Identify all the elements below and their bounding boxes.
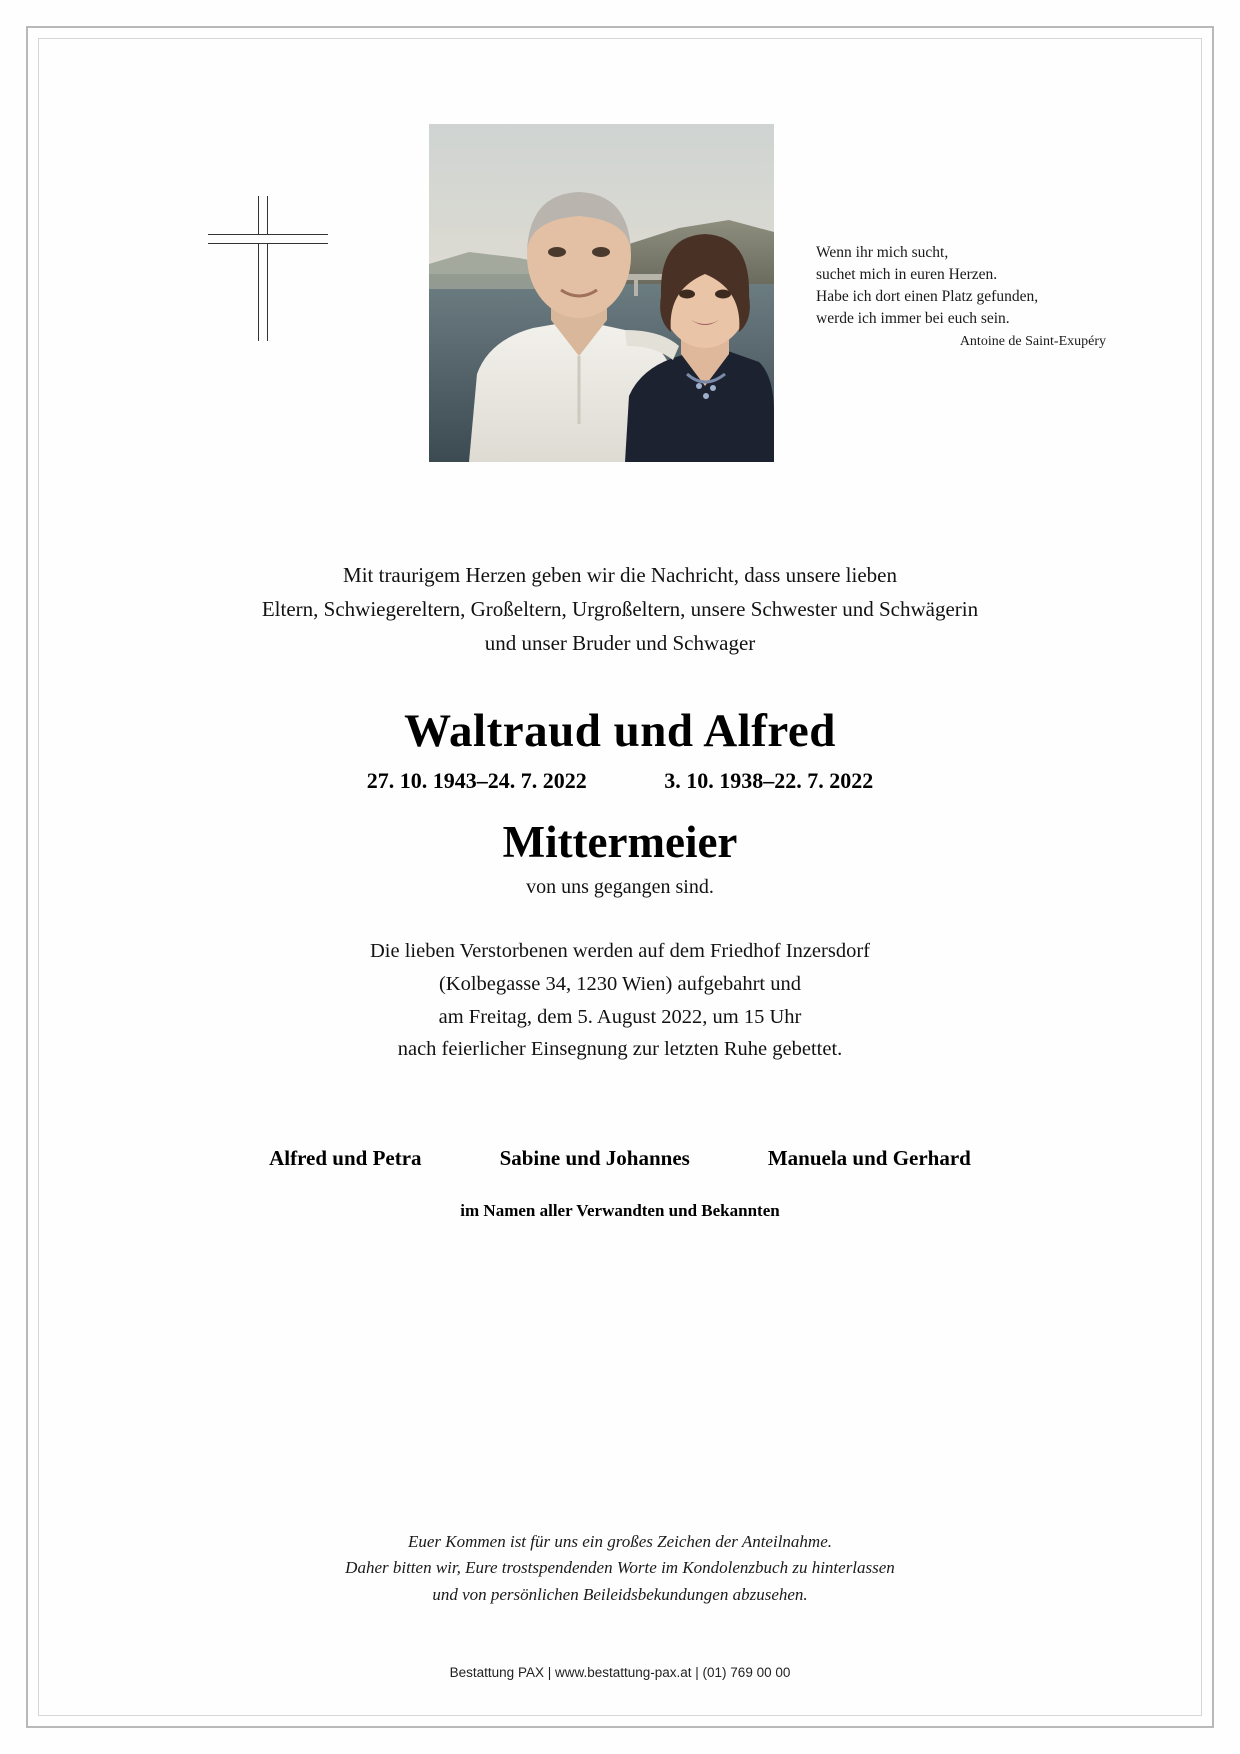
- deceased-date-2: 3. 10. 1938–22. 7. 2022: [664, 768, 874, 794]
- verse-line-1: Wenn ihr mich sucht,: [816, 244, 949, 261]
- intro-line-1: Mit traurigem Herzen geben wir die Nachricht, dass unsere lieben: [343, 563, 897, 587]
- announcement-intro: [86, 558, 1154, 660]
- deceased-date-1: 27. 10. 1943–24. 7. 2022: [366, 768, 587, 794]
- verse-line-2: suchet mich in euren Herzen.: [816, 266, 998, 283]
- deceased-first-names: Waltraud und Alfred: [404, 705, 836, 758]
- footer-contact: Bestattung PAX | www.bestattung-pax.at | (01) 769 00 00: [449, 1665, 791, 1680]
- details-line-4: nach feierlicher Einsegnung zur letzten Ruhe gebettet.: [397, 1038, 843, 1061]
- family-member-3: Manuela und Gerhard: [767, 1146, 971, 1171]
- in-name-of-text: im Namen aller Verwandten und Bekannten: [460, 1201, 780, 1221]
- family-member-1: Alfred und Petra: [269, 1146, 422, 1171]
- closing-line-3: und von persönlichen Beileidsbekundungen abzusehen.: [432, 1584, 808, 1604]
- couple-portrait-photo: [429, 124, 774, 462]
- verse-line-3: Habe ich dort einen Platz gefunden,: [816, 288, 1039, 305]
- card-content: [26, 26, 1214, 1728]
- details-line-1: Die lieben Verstorbenen werden auf dem Friedhof Inzersdorf: [370, 940, 870, 963]
- details-line-2: (Kolbegasse 34, 1230 Wien) aufgebahrt und: [438, 972, 801, 995]
- verse-block: [816, 242, 1106, 352]
- family-members: [86, 1146, 1154, 1171]
- details-line-3: am Freitag, dem 5. August 2022, um 15 Uhr: [438, 1005, 802, 1028]
- header-area: [86, 56, 1154, 446]
- closing-line-2: Daher bitten wir, Eure trostspendenden Worte im Kondolenzbuch zu hinterlassen: [345, 1558, 895, 1578]
- closing-note: [26, 1529, 1214, 1608]
- cross-icon: [208, 196, 328, 341]
- closing-line-1: Euer Kommen ist für uns ein großes Zeichen der Anteilnahme.: [407, 1531, 832, 1551]
- verse-line-4: werde ich immer bei euch sein.: [816, 310, 1010, 327]
- intro-line-2: Eltern, Schwiegereltern, Großeltern, Urgroßeltern, unsere Schwester und Schwägerin: [261, 597, 979, 622]
- cross-vertical-bar: [258, 196, 268, 341]
- deceased-dates: [86, 768, 1154, 794]
- funeral-details: [86, 935, 1154, 1066]
- deceased-surname: Mittermeier: [502, 817, 738, 868]
- intro-line-3: und unser Bruder und Schwager: [484, 631, 756, 656]
- deceased-passing-text: von uns gegangen sind.: [526, 876, 714, 899]
- cross-horizontal-bar: [208, 234, 328, 244]
- verse-author: Antoine de Saint-Exupéry: [959, 334, 1106, 349]
- family-member-2: Sabine und Johannes: [499, 1146, 690, 1171]
